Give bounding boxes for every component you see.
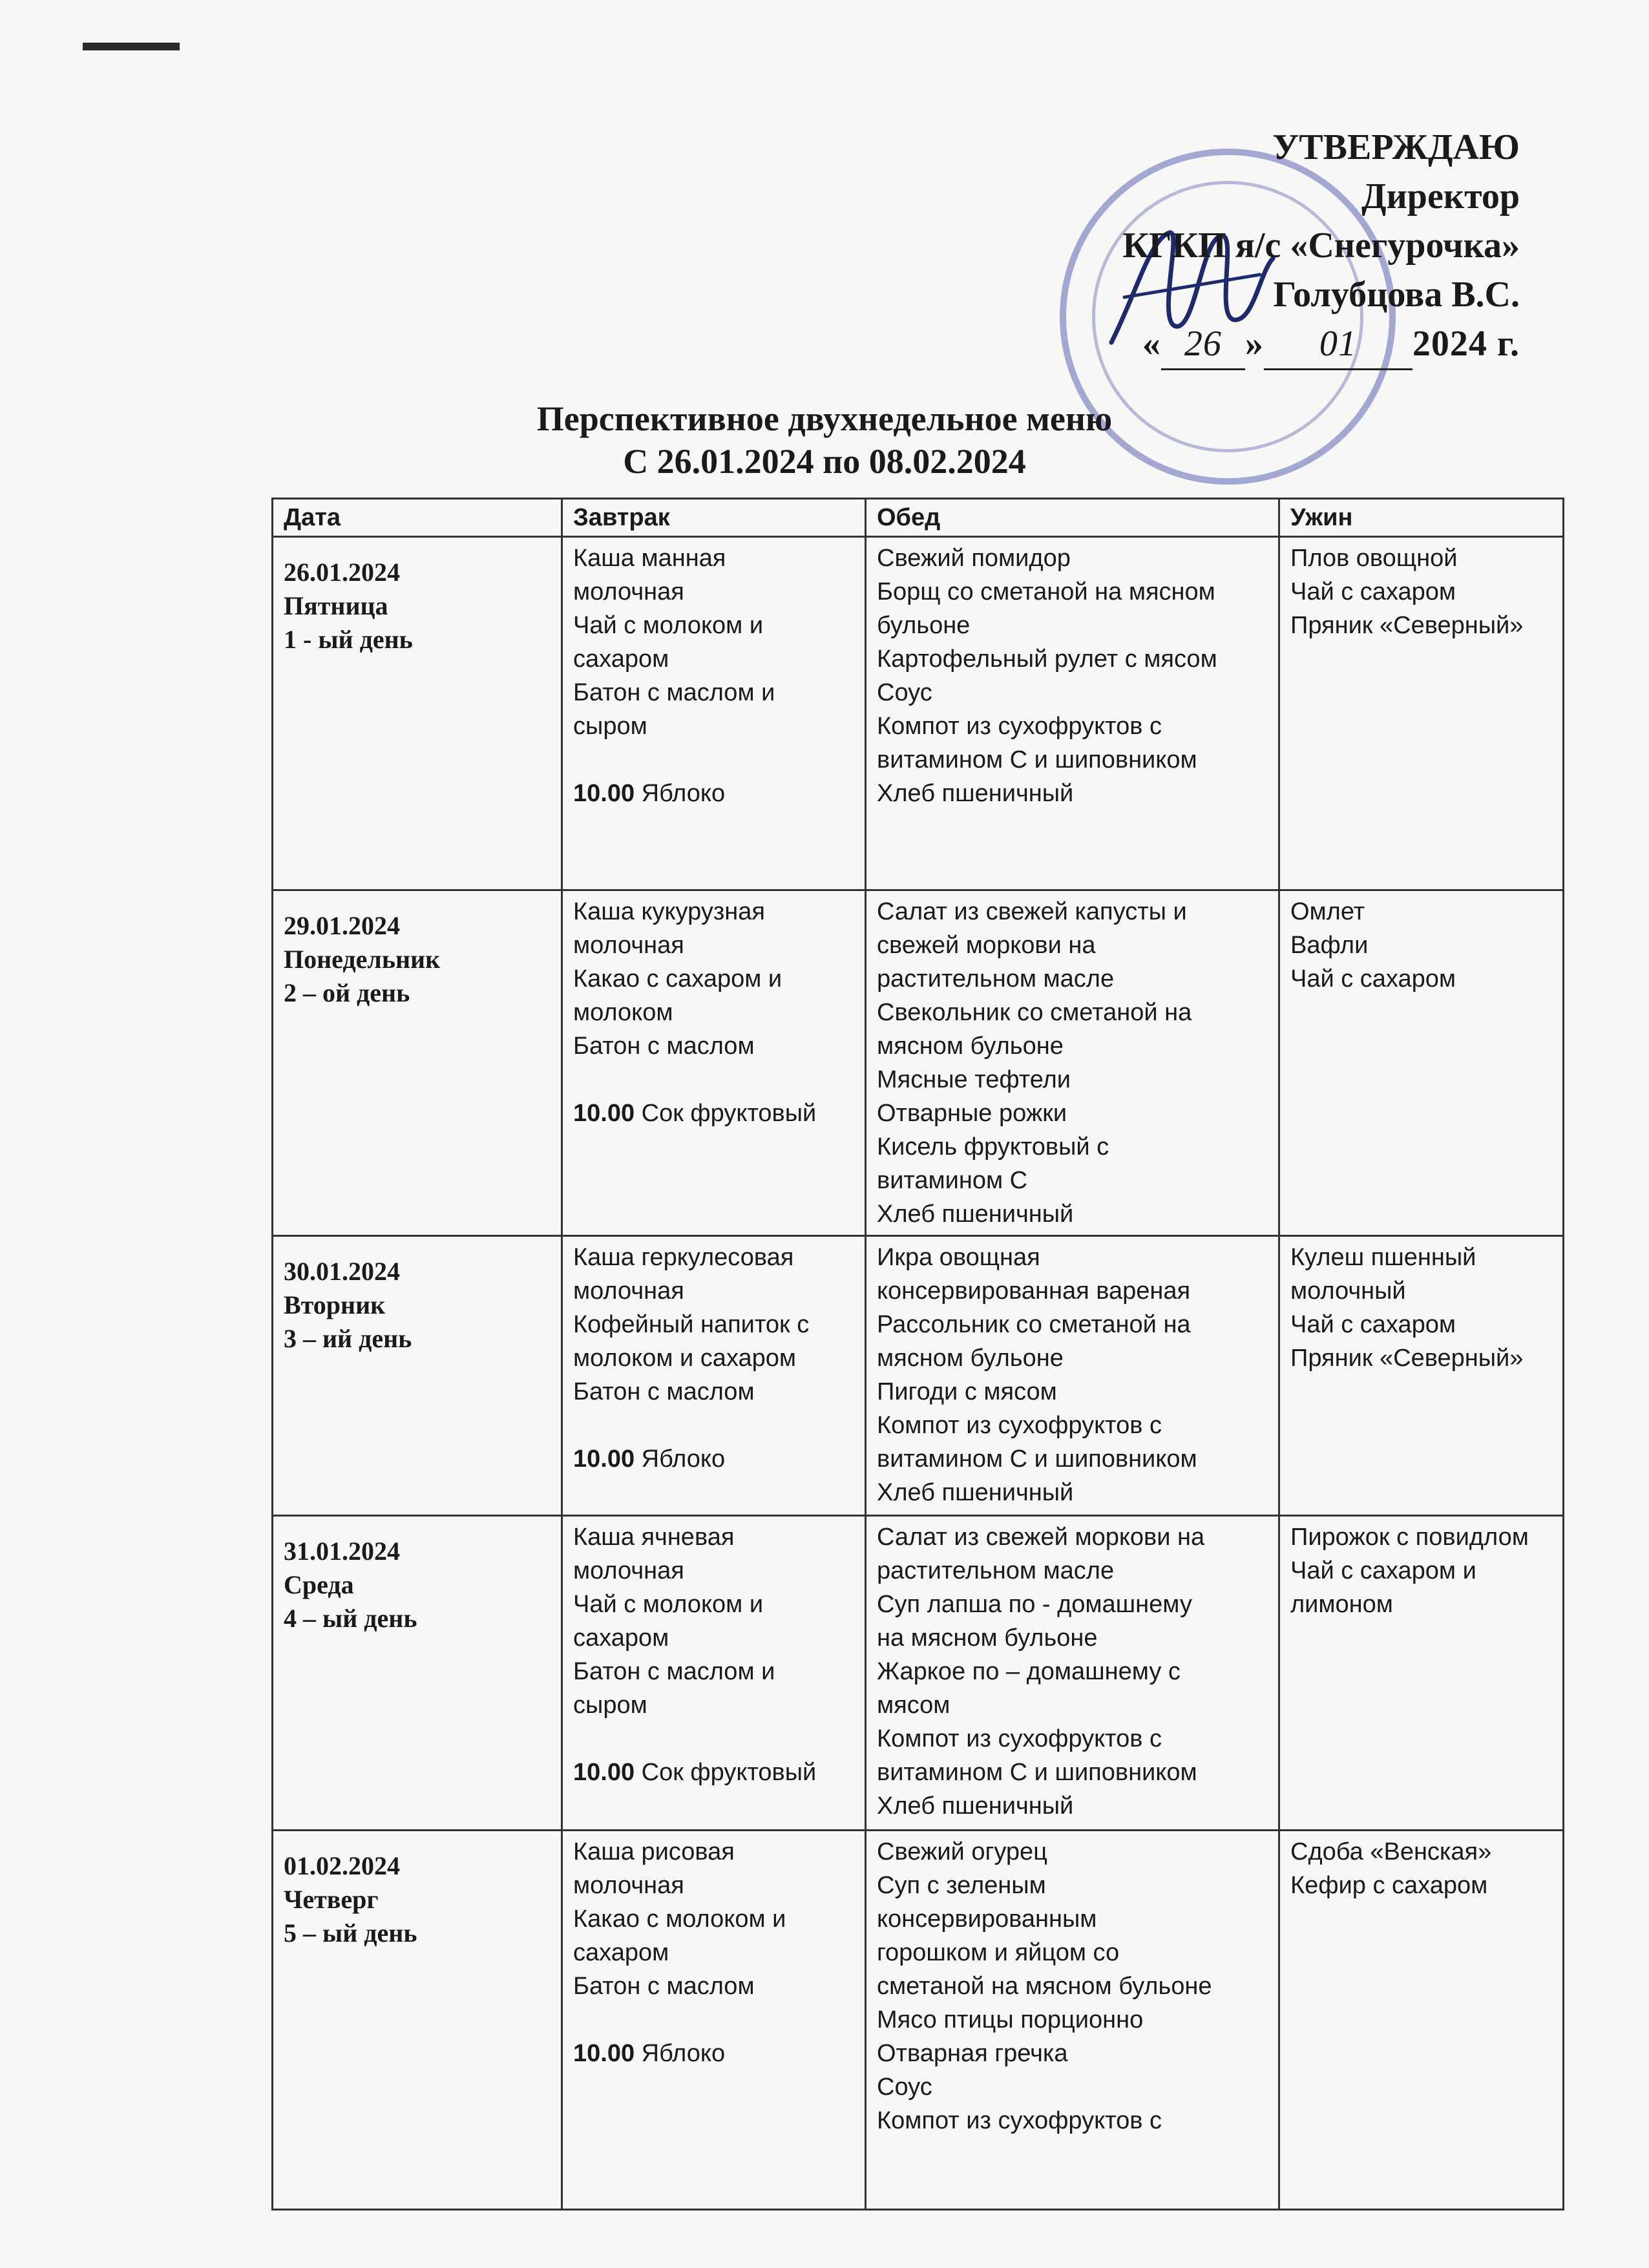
lunch-item: Компот из сухофруктов с xyxy=(877,713,1162,740)
menu-period: С 26.01.2024 по 08.02.2024 xyxy=(623,442,1026,481)
snack-time: 10.00 xyxy=(573,1445,635,1473)
lunch-item: витамином С и шиповником xyxy=(877,1759,1197,1786)
lunch-item: Хлеб пшеничный xyxy=(877,1479,1074,1506)
dinner-cell xyxy=(1279,1236,1564,1516)
breakfast-item: Батон с маслом xyxy=(573,1973,755,2000)
lunch-item: на мясном бульоне xyxy=(877,1624,1098,1652)
breakfast-item: сахаром xyxy=(573,1939,669,1966)
snack-time: 10.00 xyxy=(573,2040,635,2067)
breakfast-item: молочная xyxy=(573,932,684,959)
lunch-item: витамином С и шиповником xyxy=(877,746,1197,773)
dinner-cell xyxy=(1279,537,1564,890)
date-cell xyxy=(273,890,562,1236)
snack-time: 10.00 xyxy=(573,780,635,807)
approval-date-day: 26 xyxy=(1161,319,1245,370)
snack-line xyxy=(573,1097,854,1130)
dinner-cell xyxy=(1279,1516,1564,1831)
date-cell xyxy=(273,537,562,890)
lunch-item: Жаркое по – домашнему с xyxy=(877,1658,1181,1685)
date-line: Среда xyxy=(284,1570,354,1599)
lunch-cell xyxy=(866,537,1279,890)
breakfast-item: сахаром xyxy=(573,646,669,673)
dinner-item: Чай с сахаром и xyxy=(1290,1557,1476,1584)
lunch-cell xyxy=(866,890,1279,1236)
lunch-item: Пигоди с мясом xyxy=(877,1378,1057,1405)
breakfast-item: Каша рисовая xyxy=(573,1838,735,1865)
approval-date-year: 2024 г. xyxy=(1412,324,1520,364)
lunch-item: Свежий огурец xyxy=(877,1838,1047,1865)
breakfast-item: Батон с маслом и xyxy=(573,1658,775,1685)
lunch-item: Картофельный рулет с мясом xyxy=(877,646,1217,673)
breakfast-item: молочная xyxy=(573,1277,684,1305)
date-line: Четверг xyxy=(284,1885,379,1914)
lunch-item: Салат из свежей капусты и xyxy=(877,898,1187,925)
lunch-item: Кисель фруктовый с xyxy=(877,1133,1109,1160)
breakfast-item: сахаром xyxy=(573,1624,669,1652)
date-line: 26.01.2024 xyxy=(284,558,400,587)
lunch-cell xyxy=(866,1236,1279,1516)
table-row xyxy=(273,1831,1564,2210)
breakfast-item: Батон с маслом и xyxy=(573,679,775,706)
lunch-item: Отварные рожки xyxy=(877,1100,1067,1127)
snack-spacer xyxy=(573,1409,854,1442)
lunch-item: Свекольник со сметаной на xyxy=(877,999,1192,1026)
dinner-item: Кефир с сахаром xyxy=(1290,1872,1488,1899)
date-cell xyxy=(273,1236,562,1516)
lunch-item: Компот из сухофруктов с xyxy=(877,1412,1162,1439)
menu-table xyxy=(271,498,1564,2210)
dinner-item: Вафли xyxy=(1290,932,1369,959)
snack-time: 10.00 xyxy=(573,1759,635,1786)
dinner-item: Пряник «Северный» xyxy=(1290,1345,1524,1372)
lunch-item: мясом xyxy=(877,1692,951,1719)
dinner-item: Пряник «Северный» xyxy=(1290,612,1524,639)
dinner-item: лимоном xyxy=(1290,1591,1393,1618)
breakfast-item: Батон с маслом xyxy=(573,1033,755,1060)
table-row xyxy=(273,537,1564,890)
breakfast-item: молочная xyxy=(573,578,684,605)
breakfast-item: Чай с молоком и xyxy=(573,612,764,639)
snack-item: Яблоко xyxy=(641,1445,726,1473)
lunch-item: растительном масле xyxy=(877,1557,1115,1584)
approval-organization: КГКП я/с «Снегурочка» xyxy=(1122,226,1520,266)
breakfast-item: молоком и сахаром xyxy=(573,1345,797,1372)
breakfast-item: сыром xyxy=(573,1692,647,1719)
lunch-item: свежей моркови на xyxy=(877,932,1096,959)
table-row xyxy=(273,890,1564,1236)
date-line: 01.02.2024 xyxy=(284,1851,400,1880)
lunch-item: Рассольник со сметаной на xyxy=(877,1311,1191,1338)
breakfast-item: Каша геркулесовая xyxy=(573,1244,794,1271)
breakfast-cell xyxy=(562,1516,866,1831)
date-line: 5 – ый день xyxy=(284,1918,417,1948)
snack-spacer xyxy=(573,1063,854,1097)
column-header-lunch: Обед xyxy=(866,499,1279,537)
snack-time: 10.00 xyxy=(573,1100,635,1127)
column-header-date: Дата xyxy=(273,499,562,537)
snack-spacer xyxy=(573,1722,854,1756)
snack-line xyxy=(573,1442,854,1476)
table-row xyxy=(273,1236,1564,1516)
snack-item: Яблоко xyxy=(641,780,726,807)
date-line: 29.01.2024 xyxy=(284,911,400,940)
breakfast-item: Каша ячневая xyxy=(573,1524,735,1551)
lunch-item: Отварная гречка xyxy=(877,2040,1068,2067)
lunch-item: Хлеб пшеничный xyxy=(877,780,1074,807)
lunch-item: горошком и яйцом со xyxy=(877,1939,1120,1966)
snack-line xyxy=(573,777,854,810)
breakfast-item: сыром xyxy=(573,713,647,740)
breakfast-cell xyxy=(562,890,866,1236)
date-cell xyxy=(273,1516,562,1831)
dinner-item: Сдоба «Венская» xyxy=(1290,1838,1492,1865)
date-line: 1 - ый день xyxy=(284,625,413,654)
dinner-item: Чай с сахаром xyxy=(1290,578,1456,605)
breakfast-item: молочная xyxy=(573,1872,684,1899)
date-line: 4 – ый день xyxy=(284,1604,417,1633)
breakfast-cell xyxy=(562,537,866,890)
date-line: Пятница xyxy=(284,591,388,620)
lunch-item: сметаной на мясном бульоне xyxy=(877,1973,1212,2000)
lunch-item: Икра овощная xyxy=(877,1244,1040,1271)
lunch-cell xyxy=(866,1516,1279,1831)
date-line: 2 – ой день xyxy=(284,978,410,1007)
dinner-cell xyxy=(1279,1831,1564,2210)
snack-item: Сок фруктовый xyxy=(641,1100,817,1127)
dinner-item: Пирожок с повидлом xyxy=(1290,1524,1529,1551)
scan-artifact-mark xyxy=(83,43,180,50)
approval-date xyxy=(938,319,1520,370)
lunch-item: Мясо птицы порционно xyxy=(877,2006,1144,2033)
date-line: Вторник xyxy=(284,1290,386,1319)
lunch-item: Салат из свежей моркови на xyxy=(877,1524,1205,1551)
snack-line xyxy=(573,2037,854,2070)
lunch-item: Борщ со сметаной на мясном xyxy=(877,578,1215,605)
breakfast-item: Какао с молоком и xyxy=(573,1906,786,1933)
date-line: Понедельник xyxy=(284,945,441,974)
lunch-item: бульоне xyxy=(877,612,971,639)
lunch-item: Соус xyxy=(877,679,932,706)
lunch-item: мясном бульоне xyxy=(877,1345,1064,1372)
dinner-item: Чай с сахаром xyxy=(1290,1311,1456,1338)
dinner-item: Чай с сахаром xyxy=(1290,965,1456,992)
date-cell xyxy=(273,1831,562,2210)
snack-spacer xyxy=(573,743,854,777)
date-line: 3 – ий день xyxy=(284,1324,412,1353)
column-header-breakfast: Завтрак xyxy=(562,499,866,537)
dinner-item: Плов овощной xyxy=(1290,545,1458,572)
breakfast-item: молоком xyxy=(573,999,673,1026)
lunch-item: Суп лапша по - домашнему xyxy=(877,1591,1192,1618)
lunch-item: Хлеб пшеничный xyxy=(877,1792,1074,1820)
lunch-item: витамином С xyxy=(877,1167,1028,1194)
approval-date-month: 01 xyxy=(1264,319,1413,370)
breakfast-item: Кофейный напиток с xyxy=(573,1311,810,1338)
approval-position: Директор xyxy=(1361,176,1520,216)
lunch-item: витамином С и шиповником xyxy=(877,1445,1197,1473)
lunch-item: консервированная вареная xyxy=(877,1277,1191,1305)
lunch-item: мясном бульоне xyxy=(877,1033,1064,1060)
lunch-item: Мясные тефтели xyxy=(877,1066,1071,1093)
breakfast-item: молочная xyxy=(573,1557,684,1584)
breakfast-item: Батон с маслом xyxy=(573,1378,755,1405)
approval-block xyxy=(938,123,1520,370)
menu-title: Перспективное двухнедельное меню xyxy=(536,399,1113,438)
lunch-item: Компот из сухофруктов с xyxy=(877,2107,1162,2134)
dinner-item: Омлет xyxy=(1290,898,1365,925)
breakfast-item: Каша манная xyxy=(573,545,726,572)
date-open-quote: « xyxy=(1142,324,1161,364)
lunch-cell xyxy=(866,1831,1279,2210)
snack-item: Сок фруктовый xyxy=(641,1759,817,1786)
lunch-item: Свежий помидор xyxy=(877,545,1071,572)
dinner-item: Кулеш пшенный xyxy=(1290,1244,1476,1271)
table-row xyxy=(273,1516,1564,1831)
snack-item: Яблоко xyxy=(641,2040,726,2067)
snack-spacer xyxy=(573,2003,854,2037)
menu-header-row xyxy=(273,499,1564,537)
snack-line xyxy=(573,1756,854,1789)
lunch-item: Соус xyxy=(877,2074,932,2101)
date-close-quote: » xyxy=(1245,324,1264,364)
breakfast-cell xyxy=(562,1831,866,2210)
approval-signer: Голубцова В.С. xyxy=(1273,275,1520,315)
breakfast-cell xyxy=(562,1236,866,1516)
breakfast-item: Каша кукурузная xyxy=(573,898,765,925)
lunch-item: Суп с зеленым xyxy=(877,1872,1046,1899)
lunch-item: Хлеб пшеничный xyxy=(877,1201,1074,1228)
date-line: 31.01.2024 xyxy=(284,1537,400,1566)
dinner-item: молочный xyxy=(1290,1277,1406,1305)
date-line: 30.01.2024 xyxy=(284,1257,400,1286)
approval-heading: УТВЕРЖДАЮ xyxy=(1272,127,1520,167)
lunch-item: растительном масле xyxy=(877,965,1115,992)
lunch-item: Компот из сухофруктов с xyxy=(877,1725,1162,1752)
breakfast-item: Чай с молоком и xyxy=(573,1591,764,1618)
column-header-dinner: Ужин xyxy=(1279,499,1564,537)
lunch-item: консервированным xyxy=(877,1906,1097,1933)
dinner-cell xyxy=(1279,890,1564,1236)
breakfast-item: Какао с сахаром и xyxy=(573,965,782,992)
